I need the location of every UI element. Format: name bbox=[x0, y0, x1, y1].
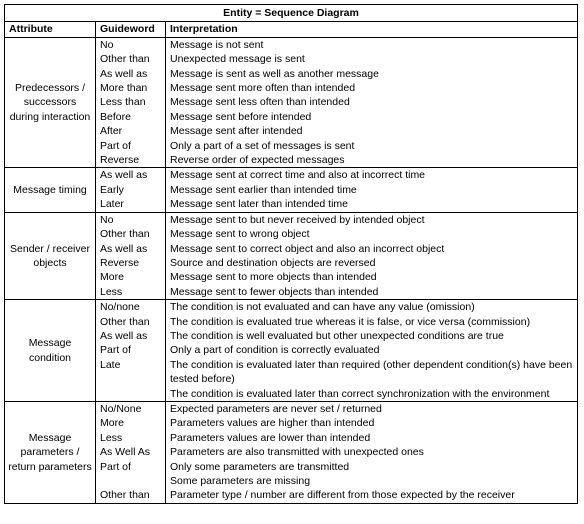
guideword-cell: Early bbox=[96, 183, 166, 197]
guideword-cell: Other than bbox=[96, 488, 166, 503]
hazop-table bbox=[4, 4, 578, 504]
header-attribute: Attribute bbox=[5, 22, 96, 37]
guideword-cell: Late bbox=[96, 358, 166, 387]
interpretation-cell: Parameters are also transmitted with unexpected ones bbox=[166, 445, 578, 459]
interpretation-cell: Message sent before intended bbox=[166, 110, 578, 124]
table-body bbox=[5, 37, 578, 503]
guideword-cell: Part of bbox=[96, 460, 166, 474]
interpretation-cell: Expected parameters are never set / returned bbox=[166, 401, 578, 416]
interpretation-cell: The condition is well evaluated but other unexpected conditions are true bbox=[166, 329, 578, 343]
table-title: Entity = Sequence Diagram bbox=[5, 5, 578, 22]
interpretation-cell: Reverse order of expected messages bbox=[166, 153, 578, 168]
attribute-cell: Message timing bbox=[5, 168, 96, 212]
table-row bbox=[5, 300, 578, 315]
interpretation-cell: Message sent to more objects than intended bbox=[166, 270, 578, 284]
interpretation-cell: The condition is evaluated later than required (other dependent condition(s) have been tested before) bbox=[166, 358, 578, 387]
guideword-cell: Other than bbox=[96, 315, 166, 329]
guideword-cell: Before bbox=[96, 110, 166, 124]
guideword-cell: Less bbox=[96, 431, 166, 445]
interpretation-cell: Message sent at correct time and also at incorrect time bbox=[166, 168, 578, 183]
interpretation-cell: Message is not sent bbox=[166, 37, 578, 52]
attribute-cell: Predecessors / successors during interaction bbox=[5, 37, 96, 168]
guideword-cell: No/none bbox=[96, 300, 166, 315]
title-row bbox=[5, 5, 578, 22]
guideword-cell: More bbox=[96, 270, 166, 284]
interpretation-cell: Message is sent as well as another message bbox=[166, 67, 578, 81]
guideword-cell: As well as bbox=[96, 67, 166, 81]
guideword-cell bbox=[96, 387, 166, 402]
interpretation-cell: Message sent earlier than intended time bbox=[166, 183, 578, 197]
hazop-table-container bbox=[4, 4, 577, 504]
interpretation-cell: Unexpected message is sent bbox=[166, 52, 578, 66]
guideword-cell: More than bbox=[96, 81, 166, 95]
attribute-cell: Message condition bbox=[5, 300, 96, 402]
guideword-cell: No/None bbox=[96, 401, 166, 416]
guideword-cell: After bbox=[96, 124, 166, 138]
guideword-cell: More bbox=[96, 416, 166, 430]
guideword-cell: Other than bbox=[96, 52, 166, 66]
attribute-cell: Sender / receiver objects bbox=[5, 212, 96, 299]
interpretation-cell: Parameters values are lower than intended bbox=[166, 431, 578, 445]
guideword-cell: Part of bbox=[96, 139, 166, 153]
interpretation-cell: Some parameters are missing bbox=[166, 474, 578, 488]
guideword-cell: Reverse bbox=[96, 153, 166, 168]
interpretation-cell: The condition is evaluated true whereas it is false, or vice versa (commission) bbox=[166, 315, 578, 329]
interpretation-cell: Message sent to wrong object bbox=[166, 227, 578, 241]
header-row bbox=[5, 22, 578, 37]
guideword-cell: No bbox=[96, 37, 166, 52]
header-guideword: Guideword bbox=[96, 22, 166, 37]
interpretation-cell: Message sent to but never received by intended object bbox=[166, 212, 578, 227]
guideword-cell: Less bbox=[96, 285, 166, 300]
guideword-cell bbox=[96, 474, 166, 488]
guideword-cell: As Well As bbox=[96, 445, 166, 459]
guideword-cell: Reverse bbox=[96, 256, 166, 270]
interpretation-cell: Message sent more often than intended bbox=[166, 81, 578, 95]
table-row bbox=[5, 37, 578, 52]
guideword-cell: Part of bbox=[96, 343, 166, 357]
interpretation-cell: Source and destination objects are reversed bbox=[166, 256, 578, 270]
guideword-cell: No bbox=[96, 212, 166, 227]
header-interpretation: Interpretation bbox=[166, 22, 578, 37]
guideword-cell: As well as bbox=[96, 168, 166, 183]
interpretation-cell: Only some parameters are transmitted bbox=[166, 460, 578, 474]
guideword-cell: As well as bbox=[96, 329, 166, 343]
table-row bbox=[5, 212, 578, 227]
interpretation-cell: Message sent after intended bbox=[166, 124, 578, 138]
interpretation-cell: Message sent less often than intended bbox=[166, 95, 578, 109]
interpretation-cell: The condition is not evaluated and can have any value (omission) bbox=[166, 300, 578, 315]
attribute-cell: Message parameters / return parameters bbox=[5, 401, 96, 503]
interpretation-cell: Only a part of condition is correctly evaluated bbox=[166, 343, 578, 357]
interpretation-cell: Parameters values are higher than intended bbox=[166, 416, 578, 430]
guideword-cell: Less than bbox=[96, 95, 166, 109]
interpretation-cell: Message sent to fewer objects than intended bbox=[166, 285, 578, 300]
guideword-cell: Other than bbox=[96, 227, 166, 241]
table-row bbox=[5, 168, 578, 183]
interpretation-cell: Message sent to correct object and also an incorrect object bbox=[166, 242, 578, 256]
guideword-cell: As well as bbox=[96, 242, 166, 256]
guideword-cell: Later bbox=[96, 197, 166, 212]
interpretation-cell: Parameter type / number are different from those expected by the receiver bbox=[166, 488, 578, 503]
table-row bbox=[5, 401, 578, 416]
interpretation-cell: Message sent later than intended time bbox=[166, 197, 578, 212]
interpretation-cell: The condition is evaluated later than correct synchronization with the environment bbox=[166, 387, 578, 402]
interpretation-cell: Only a part of a set of messages is sent bbox=[166, 139, 578, 153]
